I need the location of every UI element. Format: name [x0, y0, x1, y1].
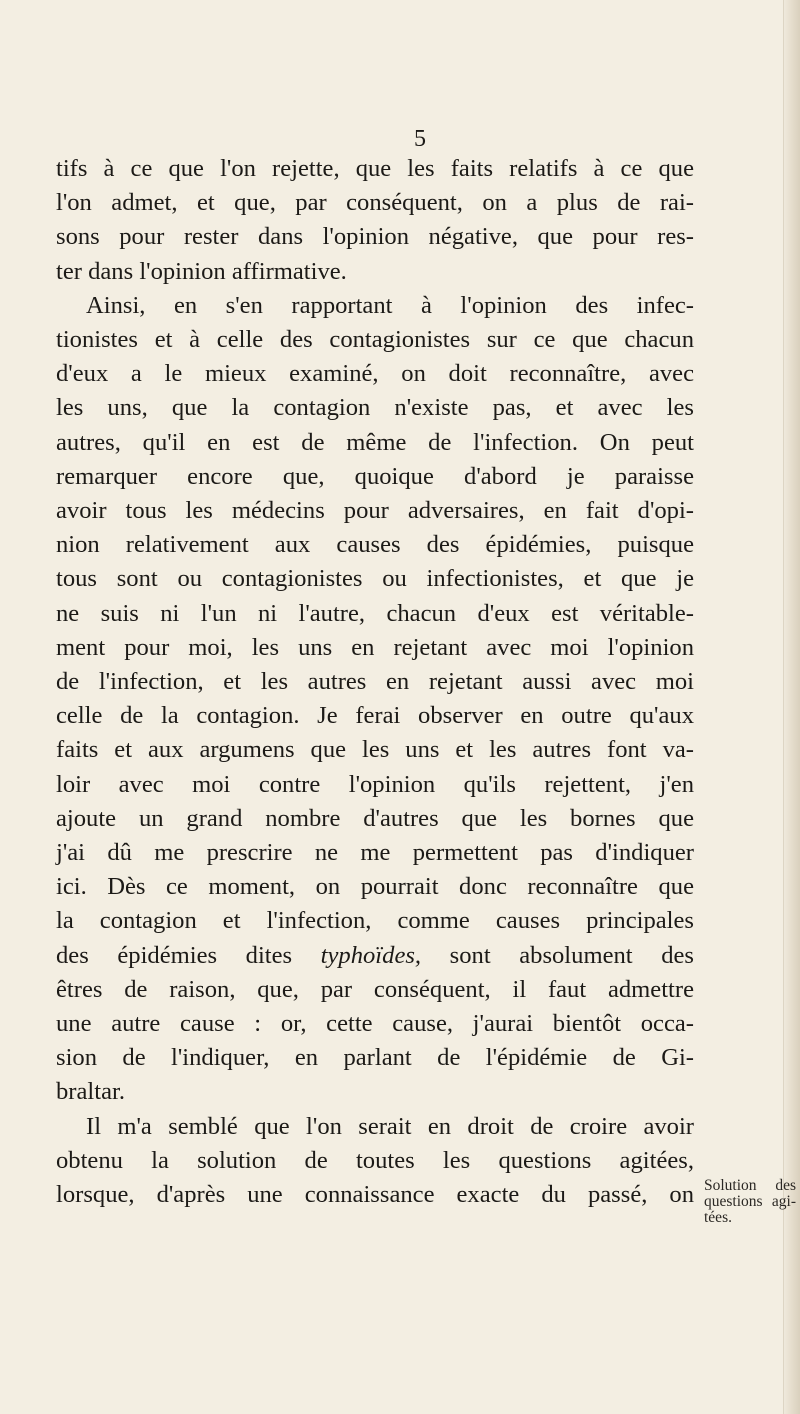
- text-line: lorsque, d'après une connaissance exacte du passé, on: [56, 1181, 694, 1209]
- text-line: tous sont ou contagionistes ou infectionistes, et que je: [56, 565, 694, 593]
- margin-note-line: tées.: [704, 1209, 732, 1226]
- text-line: ne suis ni l'un ni l'autre, chacun d'eux est véritable-: [56, 599, 694, 627]
- italic-term: typhoïdes,: [320, 941, 422, 969]
- text-line: obtenu la solution de toutes les questions agitées,: [56, 1146, 694, 1174]
- margin-note-line: questions agi-: [704, 1193, 796, 1210]
- text-line: ter dans l'opinion affirmative.: [56, 257, 347, 285]
- paragraph-3: [56, 1110, 694, 1213]
- margin-note: [704, 1178, 796, 1226]
- text-line: l'on admet, et que, par conséquent, on a plus de rai-: [56, 189, 694, 217]
- text-line: tifs à ce que l'on rejette, que les faits relatifs à ce que: [56, 155, 694, 182]
- paragraph-1: [56, 152, 694, 289]
- margin-note-line: Solution des: [704, 1177, 796, 1194]
- text-line: Ainsi, en s'en rapportant à l'opinion des infec-: [86, 291, 694, 319]
- text-segment: des épidémies dites: [56, 941, 293, 969]
- text-segment: sont absolument des: [449, 941, 694, 969]
- text-line: autres, qu'il en est de même de l'infection. On peut: [56, 428, 694, 456]
- text-line: j'ai dû me prescrire ne me permettent pas d'indiquer: [56, 839, 694, 867]
- text-line: ici. Dès ce moment, on pourrait donc reconnaître que: [56, 873, 694, 901]
- text-line: ajoute un grand nombre d'autres que les bornes que: [56, 804, 694, 832]
- text-line: braltar.: [56, 1078, 125, 1106]
- paragraph-2: [56, 289, 694, 1110]
- text-line: celle de la contagion. Je ferai observer en outre qu'aux: [56, 702, 694, 730]
- text-line: ment pour moi, les uns en rejetant avec moi l'opinion: [56, 633, 694, 661]
- text-line: les uns, que la contagion n'existe pas, et avec les: [56, 394, 694, 422]
- text-line: tionistes et à celle des contagionistes sur ce que chacun: [56, 326, 694, 354]
- page-number: 5: [414, 126, 426, 152]
- text-line: d'eux a le mieux examiné, on doit reconnaître, avec: [56, 360, 694, 388]
- text-line: la contagion et l'infection, comme causes principales: [56, 907, 694, 935]
- text-line: avoir tous les médecins pour adversaires, en fait d'opi-: [56, 497, 694, 525]
- text-line: sons pour rester dans l'opinion négative, que pour res-: [56, 223, 694, 251]
- text-line: êtres de raison, que, par conséquent, il faut admettre: [56, 975, 694, 1003]
- text-line: remarquer encore que, quoique d'abord je paraisse: [56, 462, 694, 490]
- text-line: nion relativement aux causes des épidémies, puisque: [56, 531, 694, 559]
- text-line-with-italic: [56, 939, 694, 973]
- text-line: Il m'a semblé que l'on serait en droit de croire avoir: [86, 1112, 694, 1140]
- text-line: de l'infection, et les autres en rejetant aussi avec moi: [56, 668, 694, 696]
- text-line: faits et aux argumens que les uns et les autres font va-: [56, 736, 694, 764]
- text-line: une autre cause : or, cette cause, j'aurai bientôt occa-: [56, 1010, 694, 1038]
- text-line: loir avec moi contre l'opinion qu'ils rejettent, j'en: [56, 770, 694, 798]
- text-line: sion de l'indiquer, en parlant de l'épidémie de Gi-: [56, 1044, 694, 1072]
- body-text: [56, 152, 694, 1212]
